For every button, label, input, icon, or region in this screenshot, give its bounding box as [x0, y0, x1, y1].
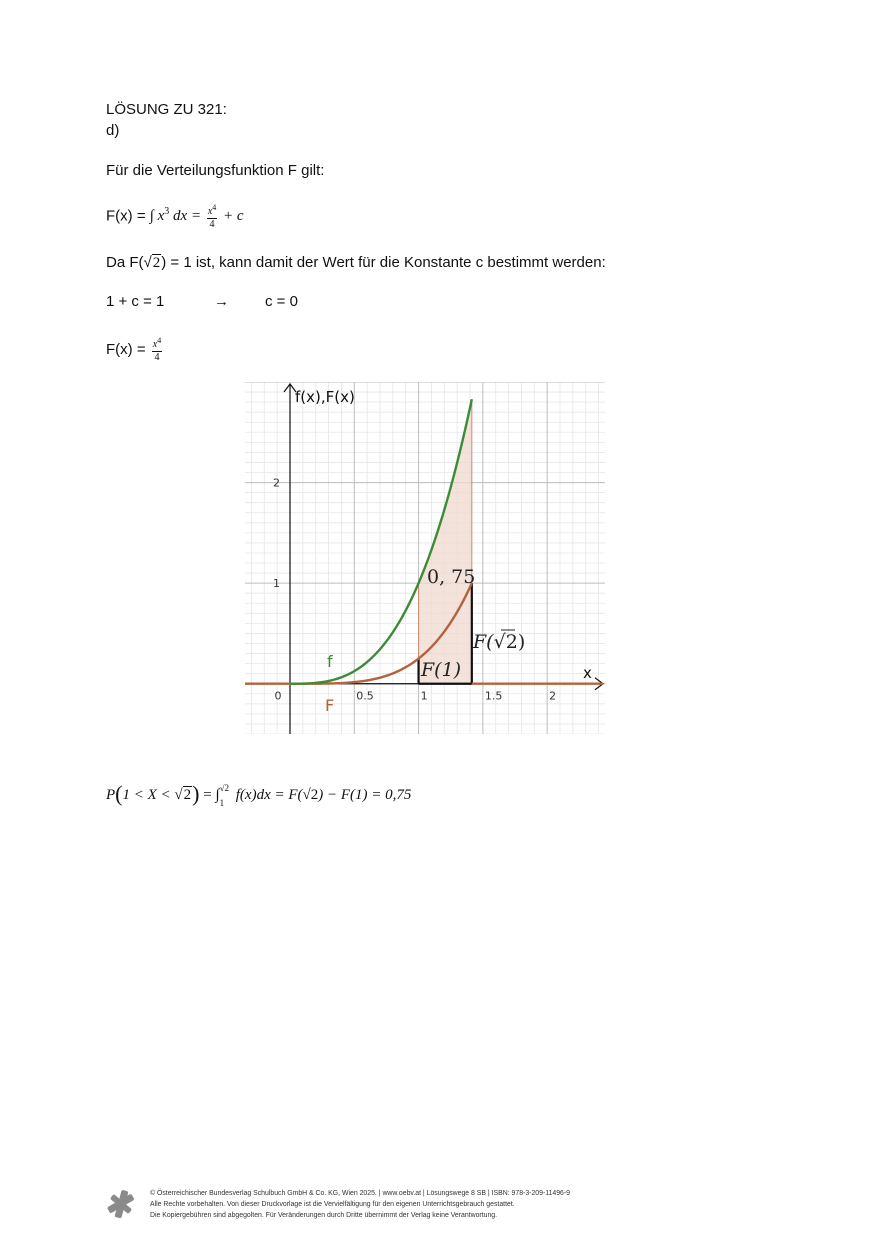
part-label: d) — [106, 122, 120, 139]
line2-post: ) = 1 ist, kann damit der Wert für die Konstante c bestimmt werden: — [161, 254, 606, 271]
final-sqrt-arg-2: 2 — [310, 787, 319, 803]
ann-fs2-root: √ — [493, 631, 506, 653]
intro-text: Für die Verteilungsfunktion F gilt: — [106, 162, 325, 179]
series-F-label: F — [325, 696, 335, 715]
eq1-num-base: x — [207, 206, 213, 217]
eq1-tail: + c — [223, 208, 244, 225]
final-integrand: f(x)dx = F( — [235, 787, 303, 803]
line3-left: 1 + c = 1 — [106, 293, 165, 310]
eq2-num-exp: 4 — [157, 336, 162, 345]
final-minus: ) − F(1) = 0,75 — [318, 787, 412, 803]
x-tick-label: 2 — [549, 689, 557, 703]
x-tick-label: 1 — [420, 689, 428, 703]
final-sqrt: √2 — [174, 787, 192, 803]
probability-equation — [106, 781, 411, 808]
final-big-paren-close: ) — [192, 781, 200, 806]
eq1-base: x — [157, 208, 165, 225]
line2-sqrt-arg: 2 — [152, 255, 161, 271]
eq1-prefix: F(x) = — [106, 207, 150, 225]
eq1-exp: 3 — [164, 206, 170, 218]
function-graph — [245, 382, 605, 734]
equation-distribution — [106, 337, 164, 363]
probability-area — [419, 399, 472, 683]
constant-condition-text — [106, 254, 606, 272]
final-sqrt-arg: 2 — [183, 787, 192, 803]
footer-text — [150, 1188, 570, 1221]
eq1-fraction — [207, 204, 217, 230]
line3-right: c = 0 — [265, 293, 298, 310]
eq1-den: 4 — [209, 219, 215, 230]
final-root: √2 — [302, 787, 319, 803]
eq2-prefix: F(x) = — [106, 340, 150, 358]
solution-heading: LÖSUNG ZU 321: — [106, 101, 227, 118]
final-int-lower: 1 — [219, 797, 225, 808]
y-tick-label: 2 — [273, 476, 280, 490]
eq1-num-exp: 4 — [212, 203, 217, 212]
ann-fs2-pre: F( — [473, 631, 494, 653]
eq1-dx: dx = — [173, 208, 202, 225]
constant-solution-row — [106, 293, 298, 310]
line2-pre: Da F( — [106, 254, 144, 271]
x-tick-label: 0 — [274, 689, 282, 703]
x-tick-label: 1.5 — [484, 689, 503, 703]
oebv-asterisk-icon — [106, 1188, 136, 1220]
integral-sign: ∫ — [149, 208, 154, 225]
ann-fs2-arg: 2 — [505, 631, 518, 653]
footer — [106, 1188, 626, 1224]
sqrt-two: √2 — [143, 254, 161, 271]
eq2-num-base: x — [152, 339, 158, 350]
x-axis-label: x — [583, 664, 592, 682]
final-eq-int: = ∫ — [203, 787, 220, 803]
footer-line1: © Österreichischer Bundesverlag Schulbuch GmbH & Co. KG, Wien 2025. | www.oebv.at | Lösungswege 8 SB | ISBN: 978-3-209-11496-9 — [150, 1190, 571, 1197]
y-axis-label: f(x),F(x) — [295, 388, 355, 406]
annotation-F-sqrt2 — [472, 631, 525, 653]
y-tick-label: 1 — [273, 577, 280, 591]
annotation-0-75: 0, 75 — [427, 566, 476, 588]
ann-fs2-post: ) — [517, 631, 526, 653]
final-p: P — [106, 787, 116, 803]
eq2-den: 4 — [154, 352, 160, 363]
series-f-label: f — [327, 652, 333, 671]
annotation-F1: F(1) — [421, 659, 462, 681]
arrow-icon: → — [214, 293, 229, 310]
final-int-upper: √2 — [219, 782, 230, 793]
footer-line3: Die Kopiergebühren sind abgegolten. Für Veränderungen durch Dritte übernimmt der Verlag keine Verantwortung. — [150, 1212, 498, 1219]
final-inequality: 1 < X < — [122, 787, 171, 803]
equation-antiderivative — [106, 204, 244, 230]
eq2-fraction — [152, 337, 162, 363]
final-big-paren-open: ( — [115, 781, 123, 806]
footer-line2: Alle Rechte vorbehalten. Von dieser Druckvorlage ist die Vervielfältigung für den eigenen Unterrichtsgebrauch gestattet. — [150, 1201, 515, 1208]
x-tick-label: 0.5 — [356, 689, 374, 703]
